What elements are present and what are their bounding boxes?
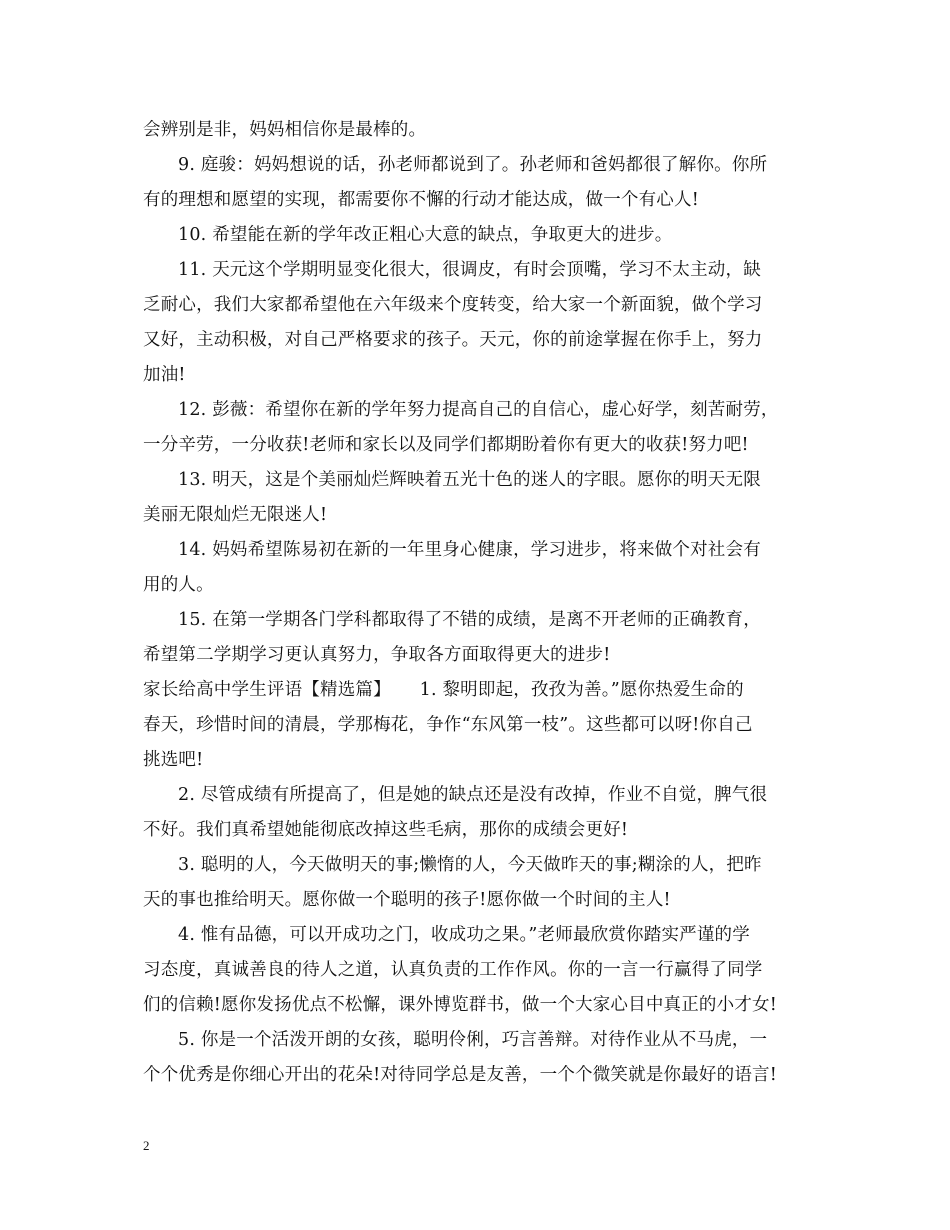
text-line: 9. 庭骏：妈妈想说的话，孙老师都说到了。孙老师和爸妈都很了解你。你所 xyxy=(178,155,768,175)
text-line: 11. 天元这个学期明显变化很大，很调皮，有时会顶嘴，学习不太主动，缺 xyxy=(178,260,761,280)
text-line: 们的信赖!愿你发扬优点不松懈，课外博览群书，做一个大家心目中真正的小才女! xyxy=(143,995,777,1015)
text-line: 个个优秀是你细心开出的花朵!对待同学总是友善，一个个微笑就是你最好的语言! xyxy=(143,1065,777,1085)
text-line: 习态度，真诚善良的待人之道，认真负责的工作作风。你的一言一行赢得了同学 xyxy=(143,960,763,980)
text-line: 13. 明天，这是个美丽灿烂辉映着五光十色的迷人的字眼。愿你的明天无限 xyxy=(178,470,761,490)
text-line: 12. 彭薇：希望你在新的学年努力提高自己的自信心，虚心好学，刻苦耐劳， xyxy=(178,400,779,420)
text-line: 乏耐心，我们大家都希望他在六年级来个度转变，给大家一个新面貌，做个学习 xyxy=(143,295,763,315)
text-line: 有的理想和愿望的实现，都需要你不懈的行动才能达成，做一个有心人! xyxy=(143,190,699,210)
text-line: 希望第二学期学习更认真努力，争取各方面取得更大的进步! xyxy=(143,645,611,665)
text-line: 2. 尽管成绩有所提高了，但是她的缺点还是没有改掉，作业不自觉，脾气很 xyxy=(178,785,768,805)
text-line: 美丽无限灿烂无限迷人! xyxy=(143,505,328,525)
section-heading-line: 家长给高中学生评语【精选篇】 1. 黎明即起，孜孜为善。”愿你热爱生命的 xyxy=(143,680,744,700)
text-line: 15. 在第一学期各门学科都取得了不错的成绩，是离不开老师的正确教育， xyxy=(178,610,761,630)
text-line: 不好。我们真希望她能彻底改掉这些毛病，那你的成绩会更好! xyxy=(143,820,629,840)
text-line: 天的事也推给明天。愿你做一个聪明的孩子!愿你做一个时间的主人! xyxy=(143,890,671,910)
text-line: 挑选吧! xyxy=(143,750,204,770)
text-line: 又好，主动积极，对自己严格要求的孩子。天元，你的前途掌握在你手上，努力 xyxy=(143,330,763,350)
text-line: 会辨别是非，妈妈相信你是最棒的。 xyxy=(143,120,427,140)
text-line: 14. 妈妈希望陈易初在新的一年里身心健康，学习进步，将来做个对社会有 xyxy=(178,540,761,560)
text-line: 3. 聪明的人，今天做明天的事;懒惰的人，今天做昨天的事;糊涂的人，把昨 xyxy=(178,855,762,875)
text-line: 春天，珍惜时间的清晨，学那梅花，争作“东风第一枝”。这些都可以呀!你自己 xyxy=(143,715,753,735)
text-line: 4. 惟有品德，可以开成功之门，收成功之果。”老师最欣赏你踏实严谨的学 xyxy=(178,925,750,945)
page-number: 2 xyxy=(143,1138,150,1153)
text-line: 10. 希望能在新的学年改正粗心大意的缺点，争取更大的进步。 xyxy=(178,225,673,245)
text-line: 加油! xyxy=(143,365,186,385)
text-line: 5. 你是一个活泼开朗的女孩，聪明伶俐，巧言善辩。对待作业从不马虎，一 xyxy=(178,1030,768,1050)
text-line: 用的人。 xyxy=(143,575,214,595)
text-line: 一分辛劳，一分收获!老师和家长以及同学们都期盼着你有更大的收获!努力吧! xyxy=(143,435,749,455)
